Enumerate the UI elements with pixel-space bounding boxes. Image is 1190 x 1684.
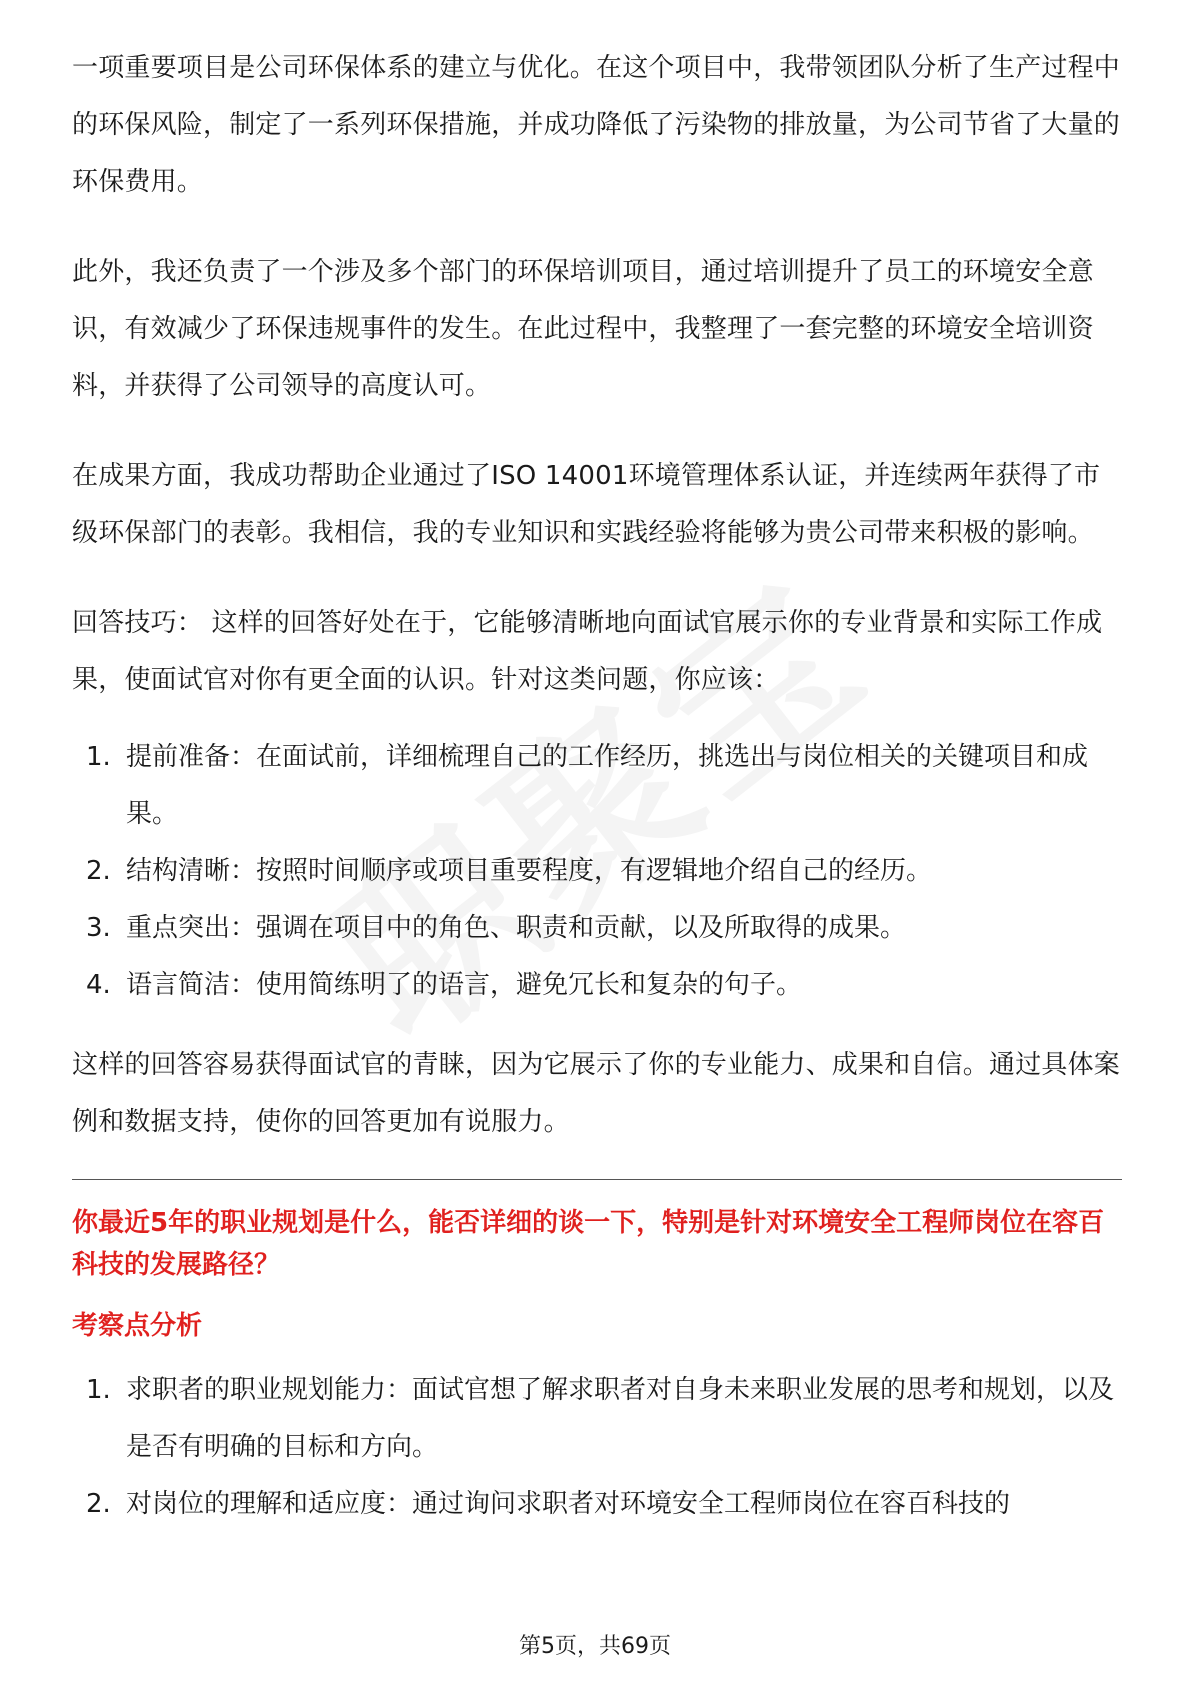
list-item: 2. 结构清晰：按照时间顺序或项目重要程度，有逻辑地介绍自己的经历。 [86,856,933,886]
list-item: 2. 对岗位的理解和适应度：通过询问求职者对环境安全工程师岗位在容百科技的 [86,1489,1011,1519]
tips-list [72,729,1122,1014]
paragraph-closing: 这样的回答容易获得面试官的青睐，因为它展示了你的专业能力、成果和自信。通过具体案例和数据支持，使你的回答更加有说服力。 [72,1050,1121,1137]
analysis-list [72,1362,1122,1533]
paragraph-achievements: 在成果方面，我成功帮助企业通过了ISO 14001环境管理体系认证，并连续两年获得了市级环保部门的表彰。我相信，我的专业知识和实践经验将能够为贵公司带来积极的影响。 [72,461,1101,548]
page-number: 第5页，共69页 [519,1634,671,1659]
paragraph-training: 此外，我还负责了一个涉及多个部门的环保培训项目，通过培训提升了员工的环境安全意识，有效减少了环保违规事件的发生。在此过程中，我整理了一套完整的环境安全培训资料，并获得了公司领导的高度认可。 [72,257,1094,401]
list-item: 1. 提前准备：在面试前，详细梳理自己的工作经历，挑选出与岗位相关的关键项目和成果。 [86,742,1089,829]
list-item: 4. 语言简洁：使用简练明了的语言，避免冗长和复杂的句子。 [86,970,803,1000]
section-divider [72,1179,1122,1180]
question-heading: 你最近5年的职业规划是什么，能否详细的谈一下，特别是针对环境安全工程师岗位在容百科技的发展路径？ [72,1208,1105,1280]
document-page [72,40,1122,1533]
list-item: 3. 重点突出：强调在项目中的角色、职责和贡献，以及所取得的成果。 [86,913,907,943]
paragraph-answer-tips: 回答技巧： 这样的回答好处在于，它能够清晰地向面试官展示你的专业背景和实际工作成果，使面试官对你有更全面的认识。针对这类问题，你应该： [72,608,1103,695]
list-item: 1. 求职者的职业规划能力：面试官想了解求职者对自身未来职业发展的思考和规划，以及是否有明确的目标和方向。 [86,1375,1115,1462]
paragraph-project: 一项重要项目是公司环保体系的建立与优化。在这个项目中，我带领团队分析了生产过程中的环保风险，制定了一系列环保措施，并成功降低了污染物的排放量，为公司节省了大量的环保费用。 [72,53,1121,197]
analysis-heading: 考察点分析 [72,1311,203,1341]
